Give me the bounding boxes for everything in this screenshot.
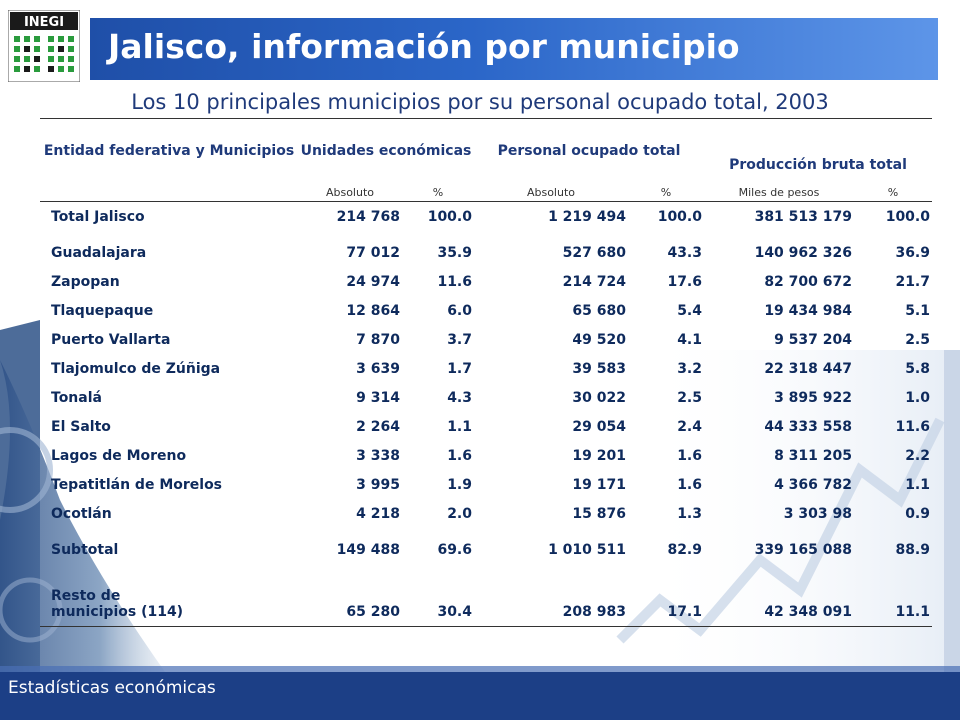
cell-ue-pct: 30.4 bbox=[402, 564, 474, 627]
subheader-po-abs: Absoluto bbox=[474, 183, 628, 202]
cell-ue-pct: 6.0 bbox=[447, 302, 472, 319]
cell-pb-pct: 0.9 bbox=[905, 505, 930, 522]
cell-name: Tlaquepaque bbox=[51, 302, 154, 319]
cell-ue-pct: 4.3 bbox=[447, 389, 472, 406]
cell-po-abs: 19 201 bbox=[572, 447, 626, 464]
table-row-subtotal bbox=[40, 535, 932, 564]
cell-po-abs: 65 680 bbox=[572, 302, 626, 319]
cell-name-line1: Resto de bbox=[51, 588, 121, 604]
cell-po-pct: 1.3 bbox=[677, 505, 702, 522]
cell-pb-abs: 339 165 088 bbox=[754, 541, 852, 558]
cell-po-abs: 527 680 bbox=[562, 244, 626, 261]
cell-po-abs: 208 983 bbox=[474, 564, 628, 627]
table-row bbox=[40, 412, 932, 441]
cell-ue-abs: 24 974 bbox=[346, 273, 400, 290]
table-row-total bbox=[40, 202, 932, 232]
header-unidades: Unidades económicas bbox=[298, 119, 474, 184]
cell-pb-abs: 22 318 447 bbox=[764, 360, 852, 377]
cell-ue-abs: 77 012 bbox=[346, 244, 400, 261]
cell-pb-pct: 1.0 bbox=[905, 389, 930, 406]
row-spacer bbox=[40, 231, 932, 238]
cell-name: Subtotal bbox=[51, 541, 119, 558]
table-row bbox=[40, 441, 932, 470]
cell-ue-abs: 2 264 bbox=[356, 418, 400, 435]
subheader-ue-abs: Absoluto bbox=[298, 183, 402, 202]
table-row bbox=[40, 238, 932, 267]
cell-pb-abs: 3 303 98 bbox=[783, 505, 852, 522]
cell-po-abs: 49 520 bbox=[572, 331, 626, 348]
cell-po-abs: 29 054 bbox=[572, 418, 626, 435]
spacer-cell bbox=[40, 231, 932, 238]
spacer-cell bbox=[40, 528, 932, 535]
cell-name-line2: municipios (114) bbox=[51, 604, 184, 620]
cell-po-abs: 214 724 bbox=[562, 273, 626, 290]
cell-pb-pct: 88.9 bbox=[895, 541, 930, 558]
cell-po-pct: 1.6 bbox=[677, 447, 702, 464]
cell-name: Guadalajara bbox=[51, 244, 147, 261]
title-bar bbox=[90, 18, 938, 80]
table-subtitle: Los 10 principales municipios por su personal ocupado total, 2003 bbox=[131, 90, 829, 114]
subheader-po-pct: % bbox=[628, 183, 704, 202]
cell-pb-pct: 5.1 bbox=[905, 302, 930, 319]
subheader-pb-pct: % bbox=[854, 183, 932, 202]
cell-po-abs: 39 583 bbox=[572, 360, 626, 377]
cell-ue-abs: 149 488 bbox=[336, 541, 400, 558]
cell-pb-abs: 8 311 205 bbox=[774, 447, 852, 464]
cell-ue-pct: 2.0 bbox=[447, 505, 472, 522]
cell-name: Puerto Vallarta bbox=[51, 331, 171, 348]
svg-text:INEGI: INEGI bbox=[23, 15, 65, 30]
cell-po-pct: 3.2 bbox=[677, 360, 702, 377]
cell-ue-pct: 11.6 bbox=[437, 273, 472, 290]
table-row bbox=[40, 470, 932, 499]
cell-po-pct: 1.6 bbox=[677, 476, 702, 493]
cell-name: Tepatitlán de Morelos bbox=[51, 476, 223, 493]
cell-pb-abs: 82 700 672 bbox=[764, 273, 852, 290]
cell-po-abs: 19 171 bbox=[572, 476, 626, 493]
table-row bbox=[40, 383, 932, 412]
cell-ue-pct: 100.0 bbox=[427, 208, 472, 225]
cell-pb-abs: 3 895 922 bbox=[774, 389, 852, 406]
table-subheader-row bbox=[40, 183, 932, 202]
cell-po-pct: 100.0 bbox=[657, 208, 702, 225]
cell-name: Tonalá bbox=[51, 389, 102, 406]
cell-pb-abs: 44 333 558 bbox=[764, 418, 852, 435]
cell-po-abs: 1 010 511 bbox=[548, 541, 626, 558]
cell-po-pct: 17.6 bbox=[667, 273, 702, 290]
cell-pb-abs: 9 537 204 bbox=[774, 331, 852, 348]
table-row bbox=[40, 354, 932, 383]
cell-pb-abs: 19 434 984 bbox=[764, 302, 852, 319]
cell-pb-pct: 36.9 bbox=[895, 244, 930, 261]
cell-po-pct: 2.5 bbox=[677, 389, 702, 406]
cell-ue-pct: 1.1 bbox=[447, 418, 472, 435]
row-spacer bbox=[40, 528, 932, 535]
table-header-row bbox=[40, 119, 932, 184]
cell-name: Total Jalisco bbox=[51, 208, 145, 225]
cell-po-abs: 15 876 bbox=[572, 505, 626, 522]
cell-pb-pct: 2.2 bbox=[905, 447, 930, 464]
cell-pb-abs: 381 513 179 bbox=[754, 208, 852, 225]
cell-po-pct: 43.3 bbox=[667, 244, 702, 261]
cell-pb-abs: 42 348 091 bbox=[704, 564, 854, 627]
footer-label: Estadísticas económicas bbox=[8, 678, 216, 698]
cell-ue-abs: 3 639 bbox=[356, 360, 400, 377]
table-row bbox=[40, 499, 932, 528]
cell-po-pct: 17.1 bbox=[628, 564, 704, 627]
cell-ue-pct: 1.7 bbox=[447, 360, 472, 377]
cell-ue-pct: 35.9 bbox=[437, 244, 472, 261]
table-row bbox=[40, 325, 932, 354]
header-personal: Personal ocupado total bbox=[474, 119, 704, 184]
cell-pb-pct: 11.1 bbox=[854, 564, 932, 627]
table-row-resto bbox=[40, 564, 932, 627]
cell-ue-abs: 12 864 bbox=[346, 302, 400, 319]
cell-name bbox=[40, 564, 298, 627]
cell-ue-abs: 9 314 bbox=[356, 389, 400, 406]
cell-pb-pct: 1.1 bbox=[905, 476, 930, 493]
cell-name: Zapopan bbox=[51, 273, 120, 290]
cell-ue-abs: 214 768 bbox=[336, 208, 400, 225]
cell-po-abs: 30 022 bbox=[572, 389, 626, 406]
cell-po-pct: 5.4 bbox=[677, 302, 702, 319]
subheader-pb-abs: Miles de pesos bbox=[704, 183, 854, 202]
inegi-logo-icon bbox=[8, 10, 80, 82]
cell-ue-abs: 3 338 bbox=[356, 447, 400, 464]
cell-po-pct: 4.1 bbox=[677, 331, 702, 348]
cell-pb-pct: 100.0 bbox=[885, 208, 930, 225]
cell-pb-pct: 5.8 bbox=[905, 360, 930, 377]
cell-name: Tlajomulco de Zúñiga bbox=[51, 360, 221, 377]
cell-ue-abs: 4 218 bbox=[356, 505, 400, 522]
subheader-empty bbox=[40, 183, 298, 202]
cell-pb-pct: 2.5 bbox=[905, 331, 930, 348]
cell-name: El Salto bbox=[51, 418, 111, 435]
cell-ue-abs: 65 280 bbox=[298, 564, 402, 627]
cell-name: Ocotlán bbox=[51, 505, 112, 522]
header-entidad: Entidad federativa y Municipios bbox=[40, 119, 298, 184]
cell-ue-pct: 1.6 bbox=[447, 447, 472, 464]
header-produccion: Producción bruta total bbox=[704, 119, 932, 184]
cell-name: Lagos de Moreno bbox=[51, 447, 187, 464]
cell-ue-abs: 7 870 bbox=[356, 331, 400, 348]
cell-pb-pct: 21.7 bbox=[895, 273, 930, 290]
cell-ue-abs: 3 995 bbox=[356, 476, 400, 493]
cell-ue-pct: 3.7 bbox=[447, 331, 472, 348]
municipios-table bbox=[40, 118, 932, 627]
cell-po-pct: 82.9 bbox=[667, 541, 702, 558]
cell-ue-pct: 69.6 bbox=[437, 541, 472, 558]
table-row bbox=[40, 296, 932, 325]
cell-po-pct: 2.4 bbox=[677, 418, 702, 435]
cell-pb-pct: 11.6 bbox=[895, 418, 930, 435]
page-title: Jalisco, información por municipio bbox=[108, 27, 740, 66]
cell-pb-abs: 4 366 782 bbox=[774, 476, 852, 493]
cell-po-abs: 1 219 494 bbox=[548, 208, 626, 225]
subheader-ue-pct: % bbox=[402, 183, 474, 202]
cell-pb-abs: 140 962 326 bbox=[754, 244, 852, 261]
table-row bbox=[40, 267, 932, 296]
cell-ue-pct: 1.9 bbox=[447, 476, 472, 493]
